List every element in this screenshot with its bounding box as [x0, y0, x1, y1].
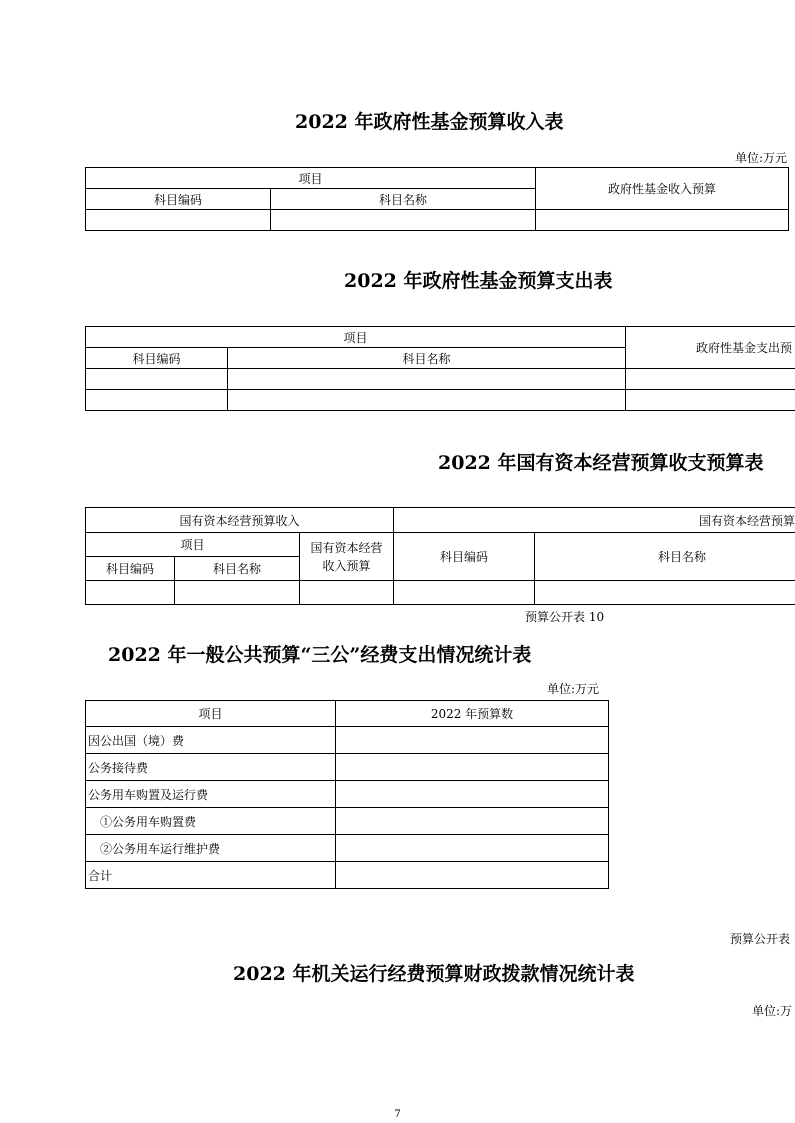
t2-cell [228, 390, 626, 411]
t3-table [85, 507, 795, 605]
t1-cell [271, 210, 536, 231]
t4-row-label: ②公务用车运行维护费 [86, 835, 336, 862]
t4-table [85, 700, 609, 889]
t4-title: 2022 年一般公共预算“三公”经费支出情况统计表 [108, 644, 532, 666]
t3-cell [535, 581, 795, 605]
t3-header-income: 国有资本经营预算收入 [86, 508, 394, 533]
t2-cell [626, 390, 795, 411]
t3-header-budget-line1: 国有资本经营 [310, 540, 383, 555]
t3-header-budget [300, 533, 394, 581]
t3-cell [86, 581, 175, 605]
t2-cell [86, 390, 228, 411]
t3-header-item: 项目 [86, 533, 300, 557]
t2-cell [626, 369, 795, 390]
t2-header-name: 科目名称 [228, 348, 626, 369]
t2-table [85, 326, 795, 411]
page-number: 7 [394, 1109, 401, 1120]
t4-header-item: 项目 [86, 701, 336, 727]
t3-cell [394, 581, 535, 605]
t3-title: 2022 年国有资本经营预算收支预算表 [438, 452, 764, 474]
t4-row-label: 合计 [86, 862, 336, 889]
t3-header-expense: 国有资本经营预算 [394, 508, 795, 533]
t3-cell [300, 581, 394, 605]
t1-title: 2022 年政府性基金预算收入表 [295, 111, 564, 133]
t3-header-name: 科目名称 [175, 557, 300, 581]
t1-table [85, 167, 789, 231]
t4-row-value [336, 727, 609, 754]
t5-title: 2022 年机关运行经费预算财政拨款情况统计表 [233, 963, 635, 985]
t1-header-name: 科目名称 [271, 189, 536, 210]
t5-unit: 单位:万 [752, 1004, 793, 1018]
t4-row-label: 公务用车购置及运行费 [86, 781, 336, 808]
t4-table-number: 预算公开表 10 [525, 610, 605, 624]
t4-header-value: 2022 年预算数 [336, 701, 609, 727]
t1-unit: 单位:万元 [734, 151, 787, 165]
t5-table-number: 预算公开表 [730, 932, 791, 946]
t3-header-code-right: 科目编码 [394, 533, 535, 581]
t1-header-item: 项目 [86, 168, 536, 189]
t4-unit: 单位:万元 [547, 682, 600, 696]
t3-header-name-right: 科目名称 [535, 533, 795, 581]
t1-header-code: 科目编码 [86, 189, 271, 210]
t3-header-budget-line2: 收入预算 [322, 558, 371, 573]
t4-row-value [336, 835, 609, 862]
t1-cell [536, 210, 789, 231]
t2-header-value: 政府性基金支出预 [626, 327, 795, 369]
t4-row-value [336, 754, 609, 781]
t2-title: 2022 年政府性基金预算支出表 [344, 270, 613, 292]
t4-row-value [336, 808, 609, 835]
t2-header-code: 科目编码 [86, 348, 228, 369]
t2-header-item: 项目 [86, 327, 626, 348]
t1-cell [86, 210, 271, 231]
t3-header-code: 科目编码 [86, 557, 175, 581]
t4-row-label: ①公务用车购置费 [86, 808, 336, 835]
t4-row-value [336, 862, 609, 889]
t1-header-value: 政府性基金收入预算 [536, 168, 789, 210]
t4-row-label: 因公出国（境）费 [86, 727, 336, 754]
t2-cell [86, 369, 228, 390]
t3-cell [175, 581, 300, 605]
t4-row-label: 公务接待费 [86, 754, 336, 781]
t2-cell [228, 369, 626, 390]
t4-row-value [336, 781, 609, 808]
